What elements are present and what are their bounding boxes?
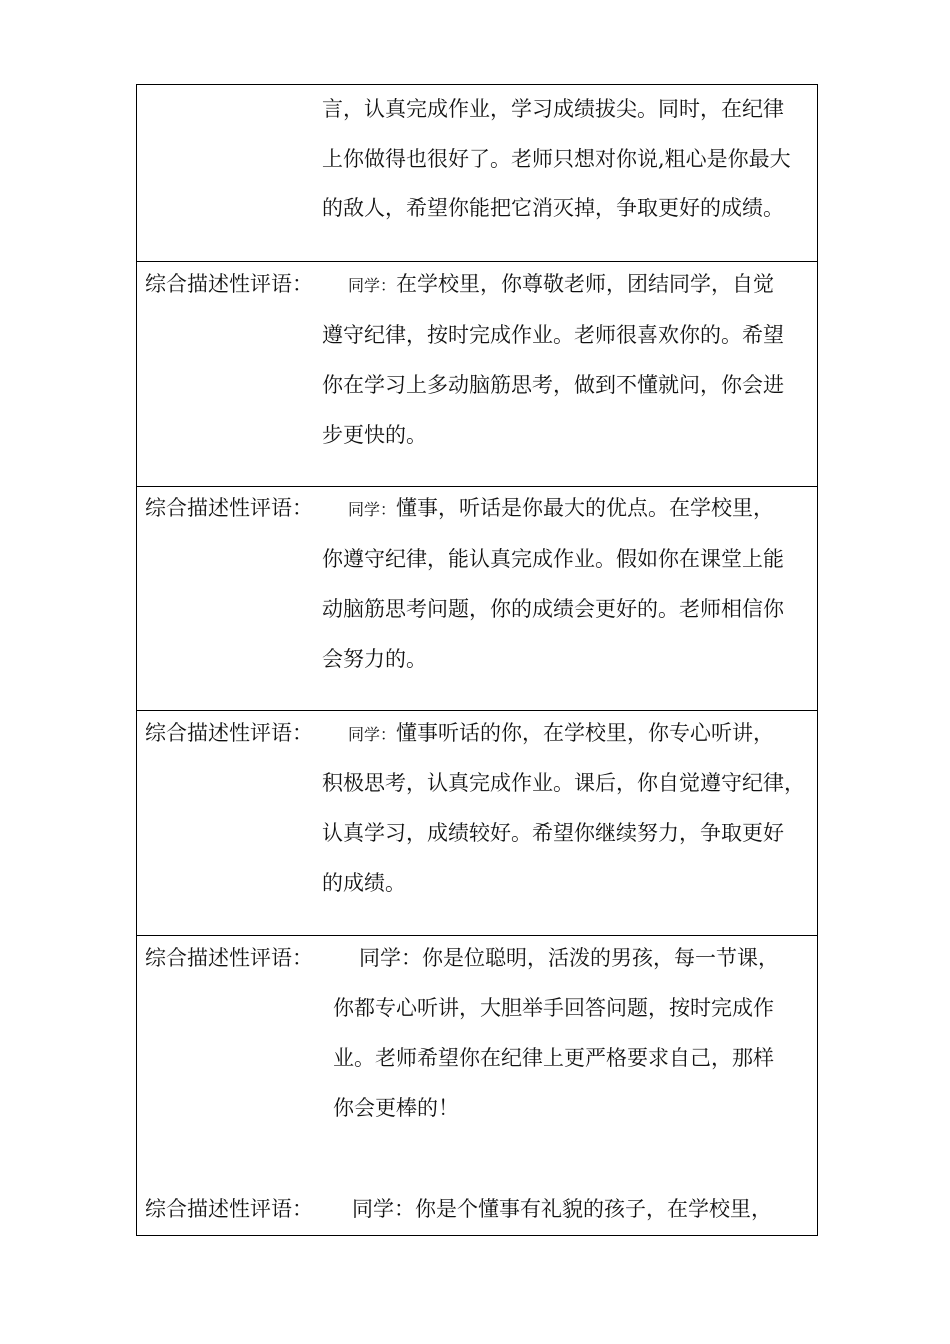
comment-line: 动脑筋思考问题，你的成绩会更好的。老师相信你 xyxy=(322,597,784,621)
row-label: 综合描述性评语： xyxy=(145,1197,313,1221)
row-label: 综合描述性评语： xyxy=(145,272,313,296)
row-label: 综合描述性评语： xyxy=(145,721,313,745)
comment-line: 业。老师希望你在纪律上更严格要求自己，那样 xyxy=(333,1046,774,1070)
table-row xyxy=(137,487,817,711)
student-prefix: 同学： xyxy=(348,725,397,744)
comment-line: 你遵守纪律，能认真完成作业。假如你在课堂上能 xyxy=(322,547,784,571)
comment-line: 同学：在学校里，你尊敬老师，团结同学，自觉 xyxy=(348,272,775,296)
table-row xyxy=(137,85,817,262)
table-row xyxy=(137,262,817,487)
comment-line: 同学：懂事听话的你，在学校里，你专心听讲， xyxy=(348,721,775,745)
comment-line: 会努力的。 xyxy=(322,647,427,671)
comment-line: 同学：你是个懂事有礼貌的孩子，在学校里， xyxy=(352,1197,772,1221)
table-row xyxy=(137,936,817,1235)
comment-line: 上你做得也很好了。老师只想对你说,粗心是你最大 xyxy=(322,147,791,171)
comment-line: 的敌人，希望你能把它消灭掉，争取更好的成绩。 xyxy=(322,196,784,220)
comment-line: 言，认真完成作业，学习成绩拔尖。同时，在纪律 xyxy=(322,97,784,121)
student-prefix: 同学： xyxy=(348,500,397,519)
row-label: 综合描述性评语： xyxy=(145,496,313,520)
comment-table xyxy=(136,84,818,1236)
comment-line: 步更快的。 xyxy=(322,423,427,447)
comment-line: 同学：你是位聪明，活泼的男孩，每一节课， xyxy=(359,946,779,970)
comment-line: 你都专心听讲，大胆举手回答问题，按时完成作 xyxy=(333,996,774,1020)
comment-line: 你会更棒的！ xyxy=(333,1096,459,1120)
comment-line: 的成绩。 xyxy=(322,871,406,895)
student-prefix: 同学： xyxy=(348,276,397,295)
row-label: 综合描述性评语： xyxy=(145,946,313,970)
comment-line: 遵守纪律，按时完成作业。老师很喜欢你的。希望 xyxy=(322,323,784,347)
comment-line: 同学：懂事，听话是你最大的优点。在学校里， xyxy=(348,496,775,520)
comment-line: 认真学习，成绩较好。希望你继续努力，争取更好 xyxy=(322,821,784,845)
comment-line: 你在学习上多动脑筋思考，做到不懂就问，你会进 xyxy=(322,373,784,397)
table-row xyxy=(137,711,817,936)
comment-line: 积极思考，认真完成作业。课后，你自觉遵守纪律， xyxy=(322,771,805,795)
